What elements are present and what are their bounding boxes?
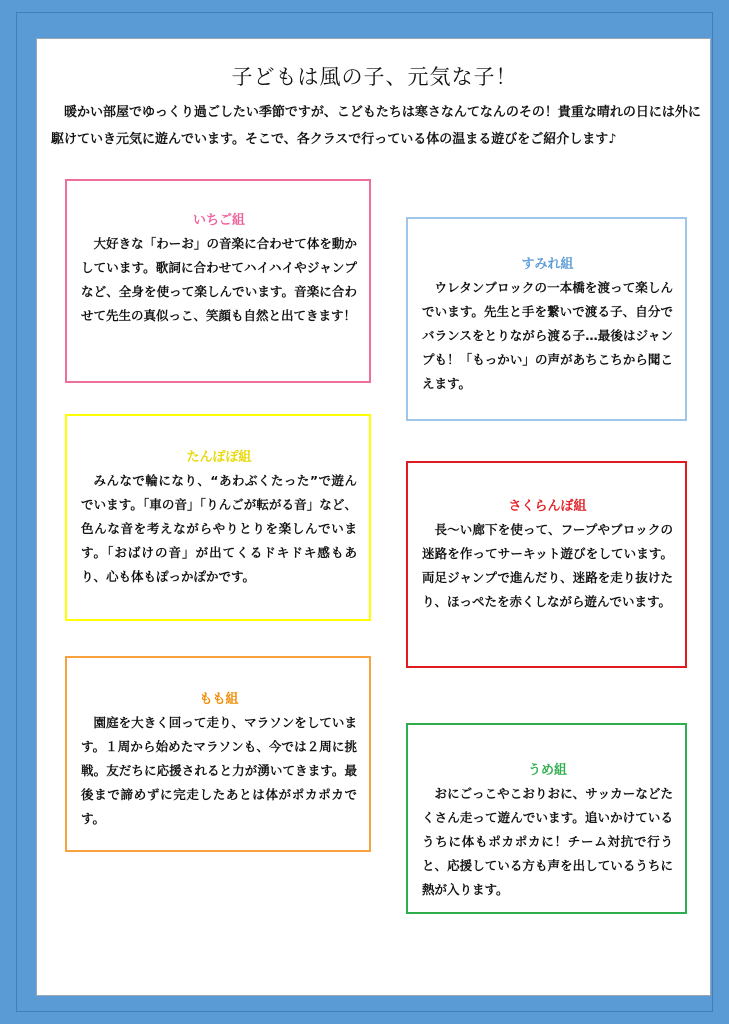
class-title-ume: うめ組 xyxy=(527,763,567,778)
class-box-ichigo xyxy=(65,179,371,383)
page-title: 子どもは風の子、元気な子！ xyxy=(231,65,518,89)
class-text-momo: 園庭を大きく回って走り、マラソンをしています。１周から始めたマラソンも、今では２周に挑戦。友だちに応援されると力が湧いてきます。最後まで諦めずに完走したあとは体がポカポカです。 xyxy=(81,715,357,826)
class-title-ichigo: いちご組 xyxy=(192,213,245,228)
class-box-tanpopo xyxy=(65,414,371,621)
class-title-momo: もも組 xyxy=(199,692,239,707)
class-title-sakuranbo: さくらんぼ組 xyxy=(508,499,587,514)
class-text-tanpopo: みんなで輪になり、“あわぶくたった”で遊んでいます。「車の音」「りんごが転がる音」など、色んな音を考えながらやりとりを楽しんでいます。「おばけの音」が出てくるドキドキ感もあり、心も体もぽっかぽかです。 xyxy=(81,473,357,584)
class-title-sumire: すみれ組 xyxy=(521,257,574,272)
class-box-sakuranbo xyxy=(406,461,687,668)
document-page xyxy=(36,38,711,996)
class-text-sumire: ウレタンブロックの一本橋を渡って楽しんでいます。先生と手を繋いで渡る子、自分でバランスをとりながら渡る子…最後はジャンプも！「もっかい」の声があちこちから聞こえます。 xyxy=(422,280,673,391)
class-box-momo xyxy=(65,656,371,852)
class-title-tanpopo: たんぽぽ組 xyxy=(186,450,252,465)
class-text-sakuranbo: 長～い廊下を使って、フープやブロックの迷路を作ってサーキット遊びをしています。両足ジャンプで進んだり、迷路を走り抜けたり、ほっぺたを赤くしながら遊んでいます。 xyxy=(422,522,673,609)
class-text-ichigo: 大好きな「わーお」の音楽に合わせて体を動かしています。歌詞に合わせてハイハイやジャンプなど、全身を使って楽しんでいます。音楽に合わせて先生の真似っこ、笑顔も自然と出てきます！ xyxy=(81,236,357,323)
class-box-sumire xyxy=(406,217,687,421)
class-box-ume xyxy=(406,723,687,914)
class-text-ume: おにごっこやこおりおに、サッカーなどたくさん走って遊んでいます。追いかけているうちに体もポカポカに！チーム対抗で行うと、応援している方も声を出しているうちに熱が入ります。 xyxy=(422,786,673,897)
intro-paragraph: 暖かい部屋でゆっくり過ごしたい季節ですが、こどもたちは寒さなんてなんのその！貴重な晴れの日には外に駆けていき元気に遊んでいます。そこで、各クラスで行っている体の温まる遊びをご紹介します♪ xyxy=(51,105,701,147)
